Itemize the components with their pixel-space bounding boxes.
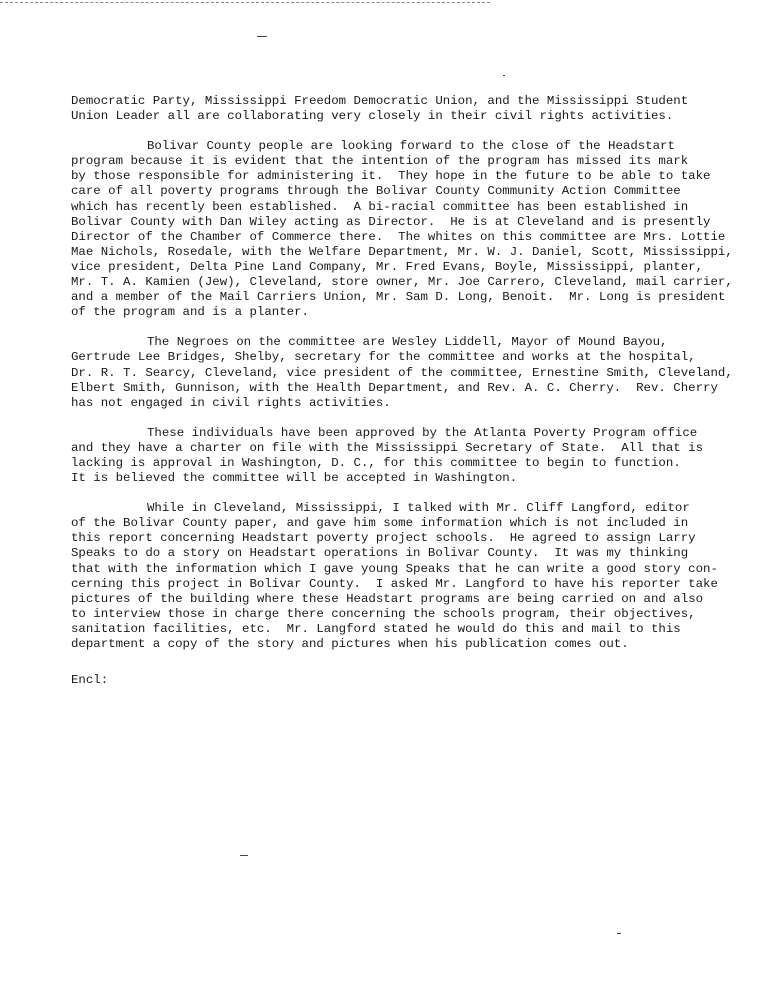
text-line: It is believed the committee will be accepted in Washington. [71, 471, 518, 486]
text-line: lacking is approval in Washington, D. C., for this committee to begin to function. [71, 455, 681, 470]
text-line: sanitation facilities, etc. Mr. Langford stated he would do this and mail to this [71, 621, 681, 636]
text-line: by those responsible for administering it. They hope in the future to be able to take [71, 169, 711, 184]
paragraph-4 [71, 426, 751, 486]
text-line: Dr. R. T. Searcy, Cleveland, vice president of the committee, Ernestine Smith, Cleveland, [71, 365, 733, 380]
text-line: of the Bolivar County paper, and gave him some information which is not included in [71, 516, 689, 531]
scan-speck [617, 933, 621, 934]
text-line: Union Leader all are collaborating very closely in their civil rights activities. [71, 109, 674, 124]
text-line: Mr. T. A. Kamien (Jew), Cleveland, store owner, Mr. Joe Carrero, Cleveland, mail carrier, [71, 275, 733, 290]
text-line: Bolivar County with Dan Wiley acting as Director. He is at Cleveland and is presently [71, 214, 711, 229]
text-line: and a member of the Mail Carriers Union, Mr. Sam D. Long, Benoit. Mr. Long is president [71, 290, 726, 305]
text-line: pictures of the building where these Headstart programs are being carried on and also [71, 591, 704, 606]
text-line: Bolivar County people are looking forward to the close of the Headstart [147, 139, 675, 154]
scan-speck [257, 36, 267, 37]
text-line: that with the information which I gave young Speaks that he can write a good story con- [71, 561, 718, 576]
text-line: program because it is evident that the intention of the program has missed its mark [71, 154, 689, 169]
text-line: Gertrude Lee Bridges, Shelby, secretary for the committee and works at the hospital, [71, 350, 696, 365]
paragraph-5 [71, 501, 751, 652]
text-line: Elbert Smith, Gunnison, with the Health Department, and Rev. A. C. Cherry. Rev. Cherry [71, 380, 718, 395]
paragraph-3 [71, 335, 751, 410]
text-line: Democratic Party, Mississippi Freedom Democratic Union, and the Mississippi Student [71, 94, 689, 108]
text-line: Director of the Chamber of Commerce there. The whites on this committee are Mrs. Lottie [71, 229, 726, 244]
scan-speck [503, 75, 505, 76]
text-line: and they have a charter on file with the Mississippi Secretary of State. All that is [71, 440, 704, 455]
scan-speck [240, 855, 248, 856]
text-line: which has recently been established. A bi-racial committee has been established in [71, 199, 689, 214]
top-edge-rule [0, 2, 490, 3]
paragraph-2 [71, 139, 751, 320]
text-line: While in Cleveland, Mississippi, I talked with Mr. Cliff Langford, editor [147, 501, 690, 516]
text-line: vice president, Delta Pine Land Company, Mr. Fred Evans, Boyle, Mississippi, planter, [71, 259, 704, 274]
text-line: department a copy of the story and pictures when his publication comes out. [71, 637, 629, 651]
letter-body [71, 94, 751, 667]
text-line: of the program and is a planter. [71, 305, 309, 320]
text-line: this report concerning Headstart poverty project schools. He agreed to assign Larry [71, 531, 696, 546]
paragraph-1 [71, 94, 751, 124]
text-line: Mae Nichols, Rosedale, with the Welfare Department, Mr. W. J. Daniel, Scott, Mississippi, [71, 244, 733, 259]
enclosure-label: Encl: [71, 673, 109, 687]
text-line: These individuals have been approved by the Atlanta Poverty Program office [147, 425, 698, 440]
text-line: has not engaged in civil rights activities. [71, 395, 391, 410]
text-line: cerning this project in Bolivar County. I asked Mr. Langford to have his reporter take [71, 576, 718, 591]
text-line: The Negroes on the committee are Wesley Liddell, Mayor of Mound Bayou, [147, 335, 668, 350]
text-line: to interview those in charge there concerning the schools program, their objectives, [71, 606, 696, 621]
text-line: Speaks to do a story on Headstart operations in Bolivar County. It was my thinking [71, 546, 689, 561]
text-line: care of all poverty programs through the Bolivar County Community Action Committee [71, 184, 681, 199]
